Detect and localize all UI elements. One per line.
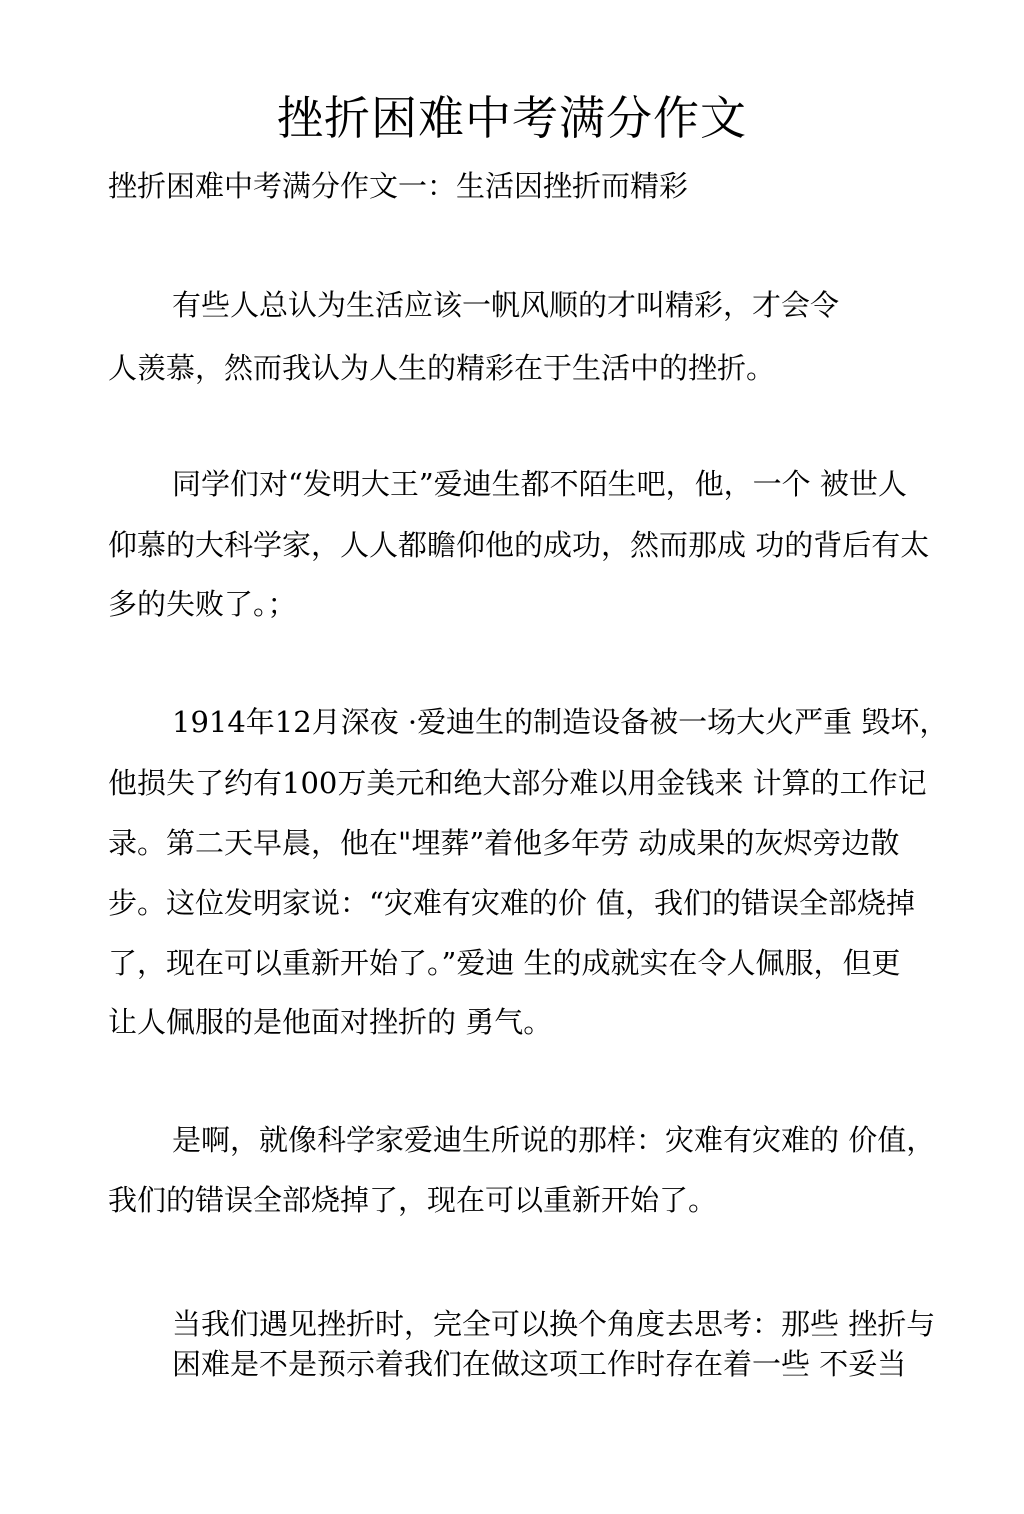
- paragraph-line: 是啊，就像科学家爱迪生所说的那样：灾难有灾难的 价值，: [172, 1123, 936, 1157]
- paragraph-line: 有些人总认为生活应该一帆风顺的才叫精彩，才会令: [172, 288, 840, 322]
- paragraph-line: 了，现在可以重新开始了。”爱迪 生的成就实在令人佩服，但更: [108, 946, 901, 980]
- paragraph-line: 我们的错误全部烧掉了，现在可以重新开始了。: [108, 1183, 718, 1217]
- document-title: 挫折困难中考满分作文: [277, 91, 747, 145]
- paragraph-line: 让人佩服的是他面对挫折的 勇气。: [108, 1005, 553, 1039]
- paragraph-line: 人羡慕，然而我认为人生的精彩在于生活中的挫折。: [108, 351, 776, 385]
- paragraph-line: 录。第二天早晨，他在"埋葬”着他多年劳 动成果的灰烬旁边散: [108, 826, 900, 860]
- paragraph-line: 步。这位发明家说：“灾难有灾难的价 值，我们的错误全部烧掉: [108, 886, 916, 920]
- paragraph-line: 仰慕的大科学家，人人都瞻仰他的成功，然而那成 功的背后有太: [108, 528, 930, 562]
- paragraph-line: 1914年12月深夜 ·爱迪生的制造设备被一场大火严重 毁坏，: [172, 705, 949, 739]
- paragraph-line: 当我们遇见挫折时，完全可以换个角度去思考：那些 挫折与: [172, 1307, 936, 1341]
- paragraph-line: 困难是不是预示着我们在做这项工作时存在着一些 不妥当: [172, 1347, 907, 1381]
- paragraph-line: 同学们对“发明大王”爱迪生都不陌生吧，他，一个 被世人: [172, 467, 907, 501]
- paragraph-line: 多的失败了。；: [108, 587, 297, 621]
- paragraph-line: 他损失了约有100万美元和绝大部分难以用金钱来 计算的工作记: [108, 766, 927, 800]
- document-subtitle: 挫折困难中考满分作文一：生活因挫折而精彩: [108, 169, 689, 203]
